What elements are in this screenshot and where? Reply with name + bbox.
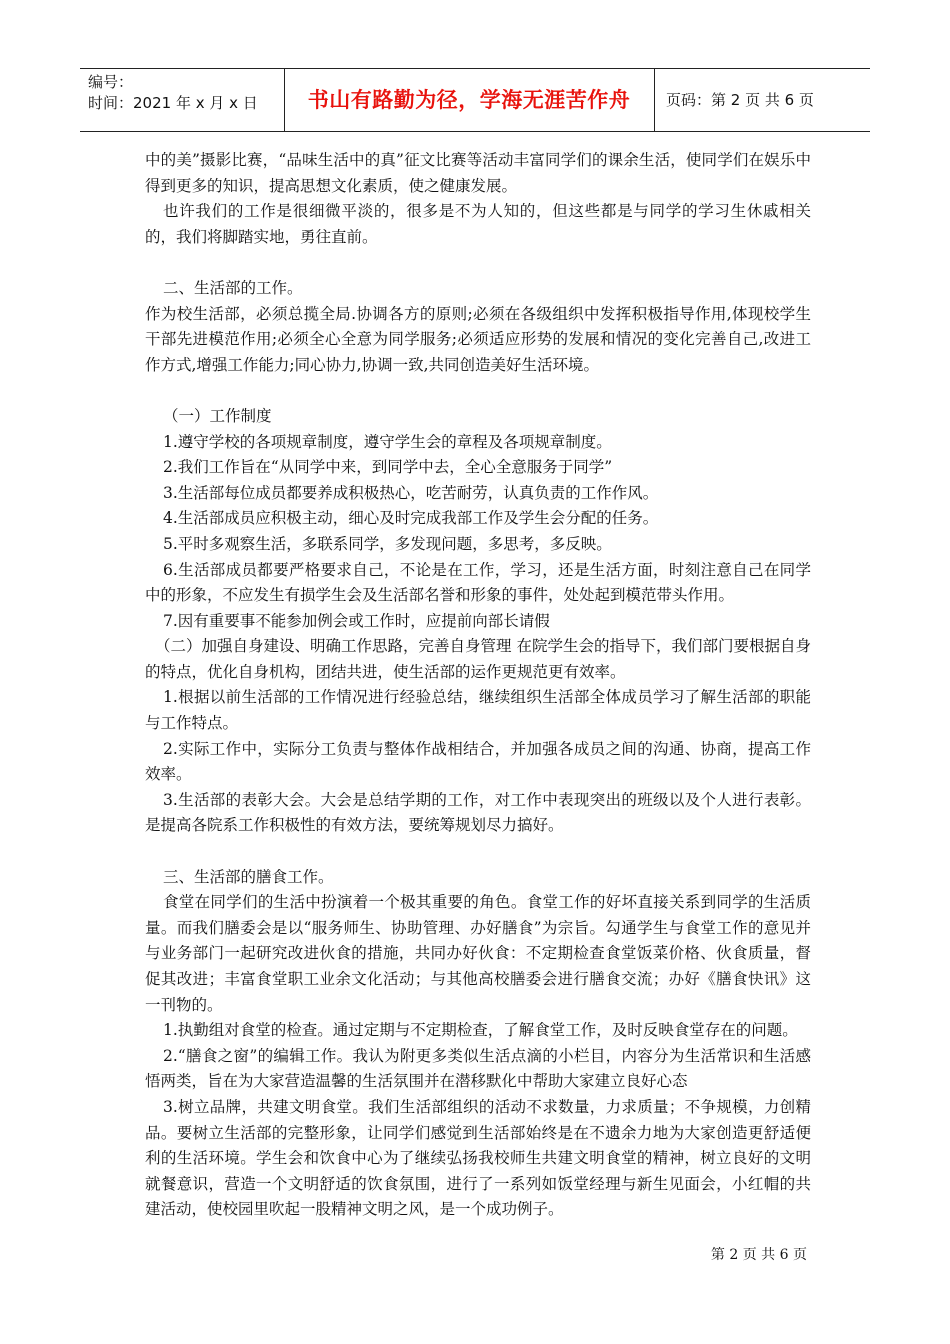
list-item: 6.生活部成员都要严格要求自己，不论是在工作，学习，还是生活方面，时刻注意自己在同学中的形象，不应发生有损学生会及生活部名誉和形象的事件，处处起到模范带头作用。 xyxy=(145,560,811,605)
page-header xyxy=(80,68,870,132)
header-meta xyxy=(88,72,284,128)
paragraph: 也许我们的工作是很细微平淡的，很多是不为人知的，但这些都是与同学的学习生休戚相关的，我们将脚踏实地，勇往直前。 xyxy=(145,202,811,246)
header-motto: 书山有路勤为径，学海无涯苦作舟 xyxy=(307,88,631,112)
doc-number-label: 编号： xyxy=(88,73,134,91)
page-footer: 第 2 页 共 6 页 xyxy=(710,1247,807,1263)
list-item: 2.我们工作旨在“从同学中来，到同学中去，全心全意服务于同学” xyxy=(163,458,613,477)
list-item: 3.生活部每位成员都要养成积极热心，吃苦耐劳，认真负责的工作作风。 xyxy=(163,483,659,502)
list-item: 1.遵守学校的各项规章制度，遵守学生会的章程及各项规章制度。 xyxy=(163,432,612,451)
document-body xyxy=(145,148,811,1223)
header-divider xyxy=(654,69,655,131)
list-item: 5.平时多观察生活，多联系同学，多发现问题，多思考，多反映。 xyxy=(163,534,612,553)
list-item: 2.“膳食之窗”的编辑工作。我认为附更多类似生活点滴的小栏目，内容分为生活常识和生活感悟两类，旨在为大家营造温馨的生活氛围并在潜移默化中帮助大家建立良好心态 xyxy=(145,1046,811,1091)
section-heading: 三、生活部的膳食工作。 xyxy=(163,867,334,886)
list-item: 3.生活部的表彰大会。大会是总结学期的工作，对工作中表现突出的班级以及个人进行表彰。是提高各院系工作积极性的有效方法，要统筹规划尽力搞好。 xyxy=(145,790,811,835)
list-item: 1.根据以前生活部的工作情况进行经验总结，继续组织生活部全体成员学习了解生活部的职能与工作特点。 xyxy=(145,688,811,733)
list-item: 7.因有重要事不能参加例会或工作时，应提前向部长请假 xyxy=(163,611,550,630)
doc-date: 时间：2021 年 x 月 x 日 xyxy=(88,94,258,112)
paragraph: 中的美”摄影比赛，“品味生活中的真”征文比赛等活动丰富同学们的课余生活，使同学们在娱乐中得到更多的知识，提高思想文化素质，使之健康发展。 xyxy=(145,151,811,195)
list-item: 3.树立品牌，共建文明食堂。我们生活部组织的活动不求数量，力求质量；不争规模，力创精品。要树立生活部的完整形象，让同学们感觉到生活部始终是在不遗余力地为大家创造更舒适便利的生活环境。学生会和饮食中心为了继续弘扬我校师生共建文明食堂的精神，树立良好的文明就餐意识，营造一个文明舒适的饮食氛围，进行了一系列如饭堂经理与新生见面会，小红帽的共建活动，使校园里吹起一股精神文明之风，是一个成功例子。 xyxy=(145,1097,811,1219)
list-item: 1.执勤组对食堂的检查。通过定期与不定期检查，了解食堂工作，及时反映食堂存在的问题。 xyxy=(163,1021,798,1040)
paragraph: 食堂在同学们的生活中扮演着一个极其重要的角色。食堂工作的好坏直接关系到同学的生活质量。而我们膳委会是以“服务师生、协助管理、办好膳食”为宗旨。勾通学生与食堂工作的意见并与业务部门一起研究改进伙食的措施，共同办好伙食：不定期检查食堂饭菜价格、伙食质量，督促其改进；丰富食堂职工业余文化活动；与其他高校膳委会进行膳食交流；办好《膳食快讯》这一刊物的。 xyxy=(145,893,811,1014)
paragraph-gap xyxy=(145,378,811,404)
header-page-info: 页码：第 2 页 共 6 页 xyxy=(666,91,814,109)
list-item: 4.生活部成员应积极主动，细心及时完成我部工作及学生会分配的任务。 xyxy=(163,509,659,528)
paragraph-gap xyxy=(145,250,811,276)
paragraph: 作为校生活部，必须总揽全局.协调各方的原则;必须在各级组织中发挥积极指导作用,体现校学生干部先进模范作用;必须全心全意为同学服务;必须适应形势的发展和情况的变化完善自己,改进工作方式,增强工作能力;同心协力,协调一致,共同创造美好生活环境。 xyxy=(145,304,811,374)
paragraph-gap xyxy=(145,839,811,865)
subsection-heading: （一）工作制度 xyxy=(163,406,272,425)
section-heading: 二、生活部的工作。 xyxy=(163,278,303,297)
subsection-heading: （二）加强自身建设、明确工作思路，完善自身管理 在院学生会的指导下，我们部门要根据自身的特点，优化自身机构，团结共进，使生活部的运作更规范更有效率。 xyxy=(145,637,811,681)
list-item: 2.实际工作中，实际分工负责与整体作战相结合，并加强各成员之间的沟通、协商，提高工作效率。 xyxy=(145,739,811,784)
